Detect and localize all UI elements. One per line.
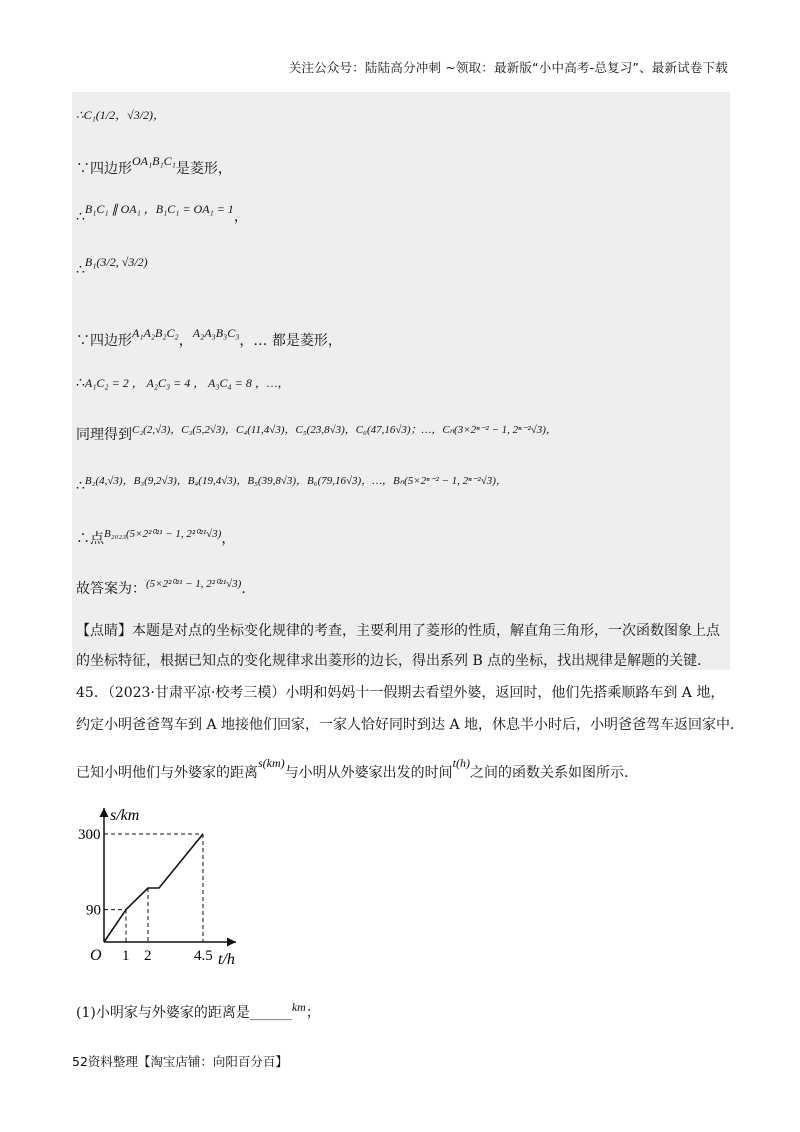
y-axis-label: s/km	[110, 807, 140, 824]
solution-line-1: ∴C₁(1/2，√3/2)，	[76, 108, 166, 122]
x-tick-label: 2	[144, 948, 152, 964]
x-tick-label: 1	[122, 948, 130, 964]
page-header: 关注公众号：陆陆高分冲刺 ~领取：最新版“小中高考-总复习”、最新试卷下载	[288, 60, 728, 75]
distance-time-graph	[76, 800, 256, 980]
solution-line-4: ∴B₁(3/2, √3/2)	[76, 255, 148, 278]
answer-blank[interactable]: ______	[249, 1005, 292, 1021]
solution-line-3: ∴B₁C₁ ∥ OA₁ ，B₁C₁ = OA₁ = 1，	[76, 202, 248, 225]
solution-line-2: ∵四边形OA₁B₁C₁是菱形，	[76, 154, 232, 177]
solution-line-8: ∴$^{B_2(4,√3),B_3(9,2√3),B_4(19,4√3),B_5(39,8√3),B_6(79,16√3),\dots,B_n(5\times 2^{n-2} - 1, 2^{n-2}√3),}$	[76, 475, 507, 494]
graph-line	[104, 834, 203, 942]
remark-line-2: 的坐标特征，根据已知点的变化规律求出菱形的边长，得出系列 B 点的坐标，找出规律是解题的关键．	[76, 653, 712, 669]
solution-line-7: 同理得到$^{C_2(2,√3),C_3(5,2√3),C_4(11,4√3),C_5(23,8√3),C_6(47,16√3);\dots,C_n(3\times 2^{n-2} - 1, 2^{n-2}√3),}$	[76, 424, 557, 443]
solution-line-10: 故答案为：$^{(5\times 2^{2021} - 1, 2^{2021}√3)}$．	[76, 578, 256, 597]
problem-line-1: 45．（2023·甘肃平凉·校考三模）小明和妈妈十一假期去看望外婆，返回时，他们先搭乘顺路车到 A 地，	[76, 685, 725, 701]
remark-line-1: 【点睛】本题是对点的坐标变化规律的考查，主要利用了菱形的性质，解直角三角形，一次函数图象上点	[76, 623, 720, 639]
question-1: (1)小明家与外婆家的距离是______km；	[76, 1000, 320, 1021]
x-axis-label: t/h	[218, 951, 235, 968]
origin-label: O	[90, 947, 102, 964]
y-tick-label: 90	[86, 902, 101, 919]
solution-line-6: ∴A₁C₂ = 2 ， A₂C₃ = 4 ， A₃C₄ = 8 ，…，	[76, 375, 290, 391]
y-tick-label: 300	[78, 827, 101, 843]
x-tick-label: 4.5	[194, 948, 213, 964]
problem-line-2: 约定小明爸爸驾车到 A 地接他们回家，一家人恰好同时到达 A 地，休息半小时后，小明爸爸驾车返回家中．	[76, 717, 745, 733]
problem-line-3: 已知小明他们与外婆家的距离s(km)与小明从外婆家出发的时间t(h)之间的函数关系如图所示．	[76, 756, 638, 781]
solution-line-9: ∴点$^{B_{2023}(5\times 2^{2021} - 1, 2^{2021}√3)}$，	[76, 528, 236, 547]
page-footer: 52资料整理【淘宝店铺：向阳百分百】	[72, 1054, 288, 1069]
solution-line-5: ∵四边形A₁A₂B₂C₂，A₂A₃B₃C₃，… 都是菱形，	[76, 326, 342, 349]
